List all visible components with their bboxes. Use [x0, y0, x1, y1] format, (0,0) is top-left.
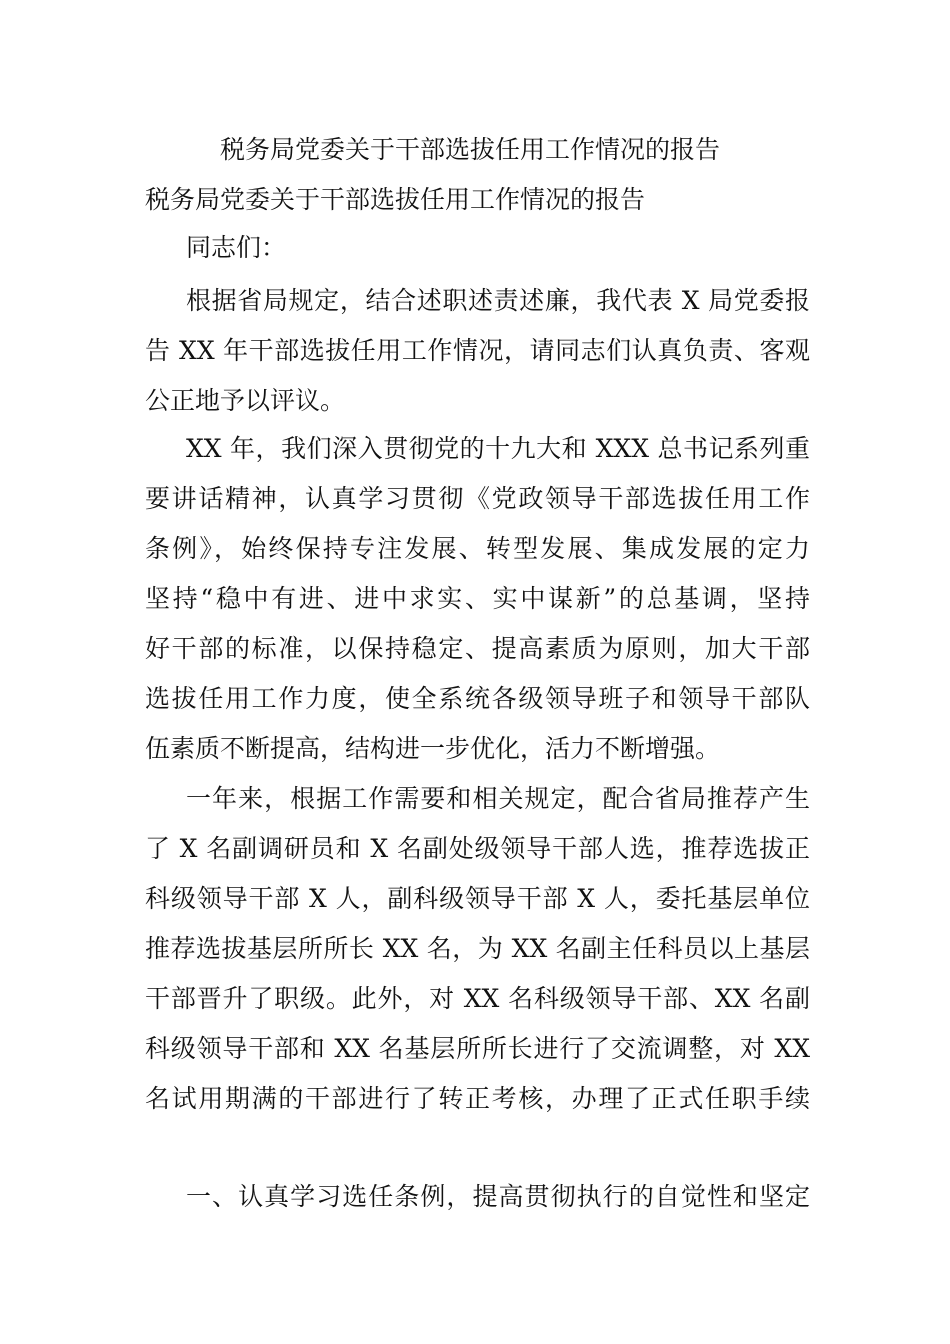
paragraph-line: 科级领导干部和 XX 名基层所所长进行了交流调整，对 XX [145, 1034, 810, 1063]
paragraph-line: 一年来，根据工作需要和相关规定，配合省局推荐产生 [186, 784, 810, 813]
paragraph-line: 坚持“稳中有进、进中求实、实中谋新”的总基调，坚持 [145, 584, 810, 613]
paragraph-line: 要讲话精神，认真学习贯彻《党政领导干部选拔任用工作 [145, 484, 810, 513]
paragraph-line: 选拔任用工作力度，使全系统各级领导班子和领导干部队 [145, 684, 810, 713]
section-heading: 一、认真学习选任条例，提高贯彻执行的自觉性和坚定 [186, 1182, 810, 1211]
paragraph-line: XX 年，我们深入贯彻党的十九大和 XXX 总书记系列重 [186, 434, 810, 463]
paragraph-line: 条例》，始终保持专注发展、转型发展、集成发展的定力 [145, 534, 810, 563]
paragraph-line: 好干部的标准，以保持稳定、提高素质为原则，加大干部 [145, 634, 810, 663]
paragraph-line: 告 XX 年干部选拔任用工作情况，请同志们认真负责、客观 [145, 336, 810, 365]
paragraph-line: 公正地予以评议。 [145, 386, 346, 415]
paragraph-line: 科级领导干部 X 人，副科级领导干部 X 人，委托基层单位 [145, 884, 810, 913]
paragraph-line: 根据省局规定，结合述职述责述廉，我代表 X 局党委报 [186, 286, 810, 315]
greeting: 同志们： [186, 233, 287, 262]
paragraph-line: 推荐选拔基层所所长 XX 名，为 XX 名副主任科员以上基层 [145, 934, 810, 963]
paragraph-line: 了 X 名副调研员和 X 名副处级领导干部人选，推荐选拔正 [145, 834, 810, 863]
paragraph-line: 名试用期满的干部进行了转正考核，办理了正式任职手续 [145, 1084, 810, 1113]
document-title: 税务局党委关于干部选拔任用工作情况的报告 [220, 135, 721, 164]
document-subtitle: 税务局党委关于干部选拔任用工作情况的报告 [145, 185, 646, 214]
paragraph-line: 干部晋升了职级。此外，对 XX 名科级领导干部、XX 名副 [145, 984, 810, 1013]
paragraph-line: 伍素质不断提高，结构进一步优化，活力不断增强。 [145, 734, 721, 763]
